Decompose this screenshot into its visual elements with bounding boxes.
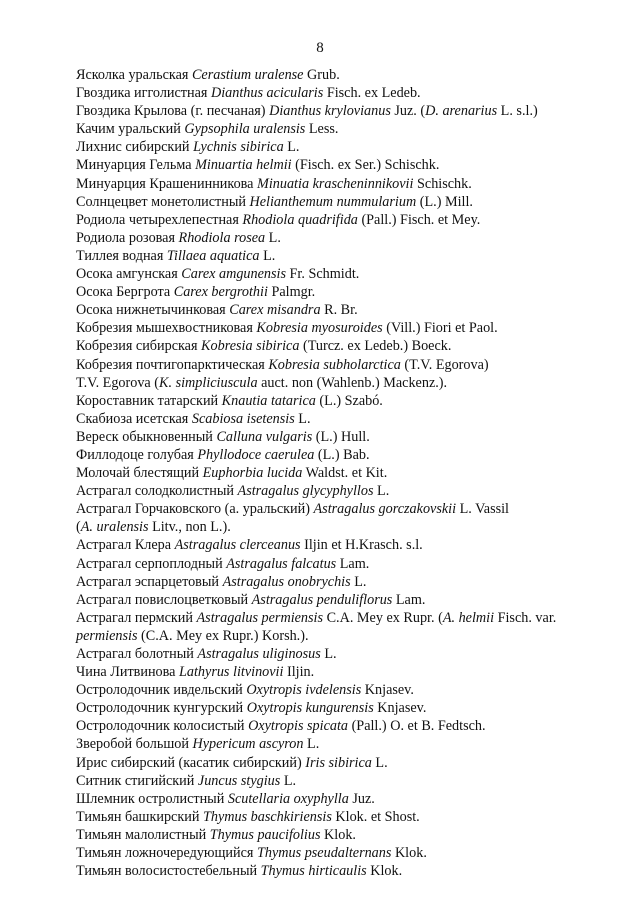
line-text: Palmgr. [267, 284, 316, 301]
species-line [76, 862, 636, 880]
latin-name: Thymus paucifolius [209, 826, 321, 843]
line-text: L. [283, 139, 300, 156]
latin-name: Astragalus clerceanus [174, 537, 301, 554]
line-text: Солнцецвет монетолистный [76, 193, 250, 210]
line-text: Juz. [348, 790, 375, 807]
line-text: Schischk. [413, 175, 472, 192]
species-line [76, 428, 636, 446]
latin-name: Oxytropis ivdelensis [246, 682, 362, 699]
latin-name: Carex amgunensis [181, 266, 286, 283]
species-line [76, 699, 636, 717]
line-text: Астрагал солодколистный [76, 483, 238, 500]
line-text: L. [280, 772, 297, 789]
species-line [76, 84, 636, 102]
line-text: L. [259, 247, 276, 264]
latin-name: Oxytropis spicata [248, 718, 349, 735]
line-text: Less. [305, 121, 339, 138]
species-line [76, 410, 636, 428]
latin-name: Dianthus acicularis [210, 85, 324, 102]
line-text: T.V. Egorova ( [76, 374, 160, 391]
line-text: Родиола четырехлепестная [76, 211, 243, 228]
species-line [76, 464, 636, 482]
line-text: Ясколка уральская [76, 67, 192, 83]
line-text: L. [265, 229, 281, 246]
latin-name: Astragalus glycyphyllos [237, 483, 374, 500]
latin-name: Euphorbia lucida [202, 465, 303, 482]
line-text: L. Vassil [456, 501, 509, 518]
latin-name: permiensis [76, 627, 138, 644]
line-text: Шлемник остролистный [76, 790, 228, 807]
species-line [76, 627, 636, 645]
line-text: Juz. ( [390, 103, 426, 120]
species-line [76, 337, 636, 355]
line-text: Осока амгунская [76, 266, 182, 283]
species-line [76, 663, 636, 681]
line-text: (L.) Mill. [416, 193, 473, 210]
line-text: Тимьян башкирский [76, 808, 203, 825]
line-text: Минуарция Крашенинникова [76, 175, 258, 192]
line-text: Klok. [320, 826, 356, 843]
line-text: (C.A. Mey ex Rupr.) Korsh.). [137, 627, 309, 644]
latin-name: Kobresia myosuroides [256, 320, 383, 337]
latin-name: Astragalus onobrychis [222, 573, 351, 590]
line-text: Остролодочник кунгурский [76, 700, 247, 717]
latin-name: Minuatia krascheninnikovii [257, 175, 414, 192]
latin-name: Iris sibirica [305, 754, 372, 771]
species-line [76, 374, 636, 392]
latin-name: Thymus baschkiriensis [202, 808, 332, 825]
line-text: Тиллея водная [76, 247, 167, 264]
species-line [76, 175, 636, 193]
latin-name: Dianthus krylovianus [269, 103, 391, 120]
line-text: Тимьян ложночередующийся [76, 845, 257, 862]
line-text: Остролодочник колосистый [76, 718, 249, 735]
latin-name: Hypericum ascyron [192, 736, 304, 753]
species-line [76, 844, 636, 862]
latin-name: Astragalus permiensis [196, 609, 324, 626]
latin-name: Knautia tatarica [221, 392, 316, 409]
latin-name: Astragalus penduliflorus [251, 591, 393, 608]
latin-name: Astragalus gorczakovskii [313, 501, 457, 518]
latin-name: Astragalus falcatus [226, 555, 337, 572]
species-line [76, 754, 636, 772]
species-line [76, 247, 636, 265]
latin-name: Phyllodoce caerulea [197, 446, 315, 463]
line-text: Минуарция Гельма [76, 157, 196, 174]
species-list [76, 66, 636, 880]
line-text: Астрагал эспарцетовый [76, 573, 223, 590]
line-text: Knjasev. [361, 682, 414, 699]
line-text: auct. non (Wahlenb.) Mackenz.). [257, 374, 448, 391]
latin-name: A. helmii [442, 609, 495, 626]
species-line [76, 555, 636, 573]
line-text: Осока Бергрота [76, 284, 174, 301]
species-line [76, 138, 636, 156]
line-text: Ирис сибирский (касатик сибирский) [76, 754, 306, 771]
line-text: (L.) Bab. [314, 446, 370, 463]
species-line [76, 265, 636, 283]
latin-name: Astragalus uliginosus [197, 646, 321, 662]
species-line [76, 500, 636, 518]
latin-name: Scabiosa isetensis [191, 410, 295, 427]
line-text: Waldst. et Kit. [302, 465, 388, 482]
line-text: Grub. [303, 67, 340, 83]
line-text: Астрагал повислоцветковый [76, 591, 252, 608]
line-text: Klok. [366, 863, 403, 880]
latin-name: Rhodiola quadrifida [242, 211, 358, 228]
line-text: Iljin. [283, 664, 315, 681]
line-text: Knjasev. [373, 700, 427, 717]
latin-name: K. simpliciuscula [159, 374, 258, 391]
latin-name: Thymus hirticaulis [260, 863, 367, 880]
line-text: Астрагал серпоплодный [76, 555, 227, 572]
line-text: Лихнис сибирский [76, 139, 194, 156]
species-line [76, 211, 636, 229]
latin-name: Kobresia sibirica [201, 338, 300, 355]
species-line [76, 681, 636, 699]
line-text: Iljin et H.Krasch. s.l. [300, 537, 423, 554]
line-text: L. [303, 736, 320, 753]
line-text: Остролодочник ивдельский [76, 682, 247, 699]
line-text: Скабиоза исетская [76, 410, 192, 427]
species-line [76, 573, 636, 591]
line-text: Lam. [392, 591, 426, 608]
latin-name: D. arenarius [425, 103, 498, 120]
line-text: Зверобой большой [76, 736, 193, 753]
species-line [76, 790, 636, 808]
line-text: Филлодоце голубая [76, 446, 198, 463]
line-text: Астрагал пермский [76, 609, 197, 626]
latin-name: Cerastium uralense [191, 67, 304, 83]
page-number: 8 [316, 40, 324, 56]
species-line [76, 301, 636, 319]
latin-name: Juncus stygius [197, 772, 281, 789]
latin-name: Carex bergrothii [173, 284, 268, 301]
line-text: Гвоздика игголистная [76, 85, 211, 102]
line-text: (T.V. Egorova) [400, 356, 489, 373]
line-text: Родиола розовая [76, 229, 179, 246]
species-line [76, 283, 636, 301]
line-text: L. [373, 483, 390, 500]
species-line [76, 156, 636, 174]
line-text: Lam. [336, 555, 370, 572]
line-text: Klok. [391, 845, 427, 862]
line-text: Klok. et Shost. [331, 808, 420, 825]
line-text: L. [350, 573, 367, 590]
line-text: Тимьян волосистостебельный [76, 863, 261, 880]
line-text: C.A. Mey ex Rupr. ( [323, 609, 443, 626]
latin-name: Kobresia subholarctica [268, 356, 401, 373]
line-text: Кобрезия почтигопарктическая [76, 356, 269, 373]
line-text: Кобрезия сибирская [76, 338, 202, 355]
line-text: L. [371, 754, 388, 771]
line-text: L. s.l.) [497, 103, 538, 120]
line-text: L. [320, 646, 337, 662]
species-line [76, 356, 636, 374]
line-text: Fisch. ex Ledeb. [323, 85, 421, 102]
species-line [76, 193, 636, 211]
latin-name: A. uralensis [80, 519, 149, 536]
species-line [76, 735, 636, 753]
species-line [76, 229, 636, 247]
latin-name: Rhodiola rosea [178, 229, 266, 246]
latin-name: Scutellaria oxyphylla [227, 790, 349, 807]
line-text: Качим уральский [76, 121, 185, 138]
line-text: Тимьян малолистный [76, 826, 210, 843]
species-line [76, 482, 636, 500]
species-line [76, 536, 636, 554]
line-text: R. Br. [320, 302, 358, 319]
line-text: Гвоздика Крылова (г. песчаная) [76, 103, 270, 120]
line-text: (L.) Szabó. [315, 392, 383, 409]
line-text: Осока нижнетычинковая [76, 302, 230, 319]
species-line [76, 446, 636, 464]
species-line [76, 66, 636, 84]
line-text: (Fisch. ex Ser.) Schischk. [291, 157, 440, 174]
line-text: Ситник стигийский [76, 772, 198, 789]
latin-name: Thymus pseudalternans [257, 845, 392, 862]
latin-name: Lychnis sibirica [193, 139, 284, 156]
line-text: Fisch. var. [494, 609, 557, 626]
latin-name: Minuartia helmii [195, 157, 292, 174]
species-line [76, 609, 636, 627]
line-text: Астрагал болотный [76, 646, 198, 662]
line-text: ( [76, 519, 81, 536]
line-text: (Pall.) O. et B. Fedtsch. [348, 718, 486, 735]
latin-name: Carex misandra [229, 302, 321, 319]
line-text: Молочай блестящий [76, 465, 203, 482]
species-line [76, 826, 636, 844]
species-line [76, 392, 636, 410]
line-text: Чина Литвинова [76, 664, 179, 681]
line-text: Астрагал Горчаковского (а. уральский) [76, 501, 314, 518]
species-line [76, 518, 636, 536]
line-text: Вереск обыкновенный [76, 428, 217, 445]
latin-name: Lathyrus litvinovii [179, 664, 284, 681]
latin-name: Calluna vulgaris [216, 428, 313, 445]
species-line [76, 120, 636, 138]
line-text: (Pall.) Fisch. et Mey. [357, 211, 481, 228]
line-text: Астрагал Клера [76, 537, 175, 554]
line-text: (Turcz. ex Ledeb.) Boeck. [299, 338, 452, 355]
latin-name: Helianthemum nummularium [249, 193, 417, 210]
species-line [76, 772, 636, 790]
line-text: (Vill.) Fiori et Paol. [382, 320, 498, 337]
line-text: L. [294, 410, 311, 427]
species-line [76, 319, 636, 337]
line-text: Litv., non L.). [148, 519, 231, 536]
latin-name: Oxytropis kungurensis [246, 700, 374, 717]
species-line [76, 102, 636, 120]
line-text: Короставник татарский [76, 392, 222, 409]
species-line [76, 808, 636, 826]
species-line [76, 645, 636, 663]
line-text: Fr. Schmidt. [286, 266, 360, 283]
latin-name: Tillaea aquatica [166, 247, 260, 264]
species-line [76, 717, 636, 735]
line-text: Кобрезия мышехвостниковая [76, 320, 257, 337]
latin-name: Gypsophila uralensis [184, 121, 306, 138]
line-text: (L.) Hull. [312, 428, 370, 445]
species-line [76, 591, 636, 609]
